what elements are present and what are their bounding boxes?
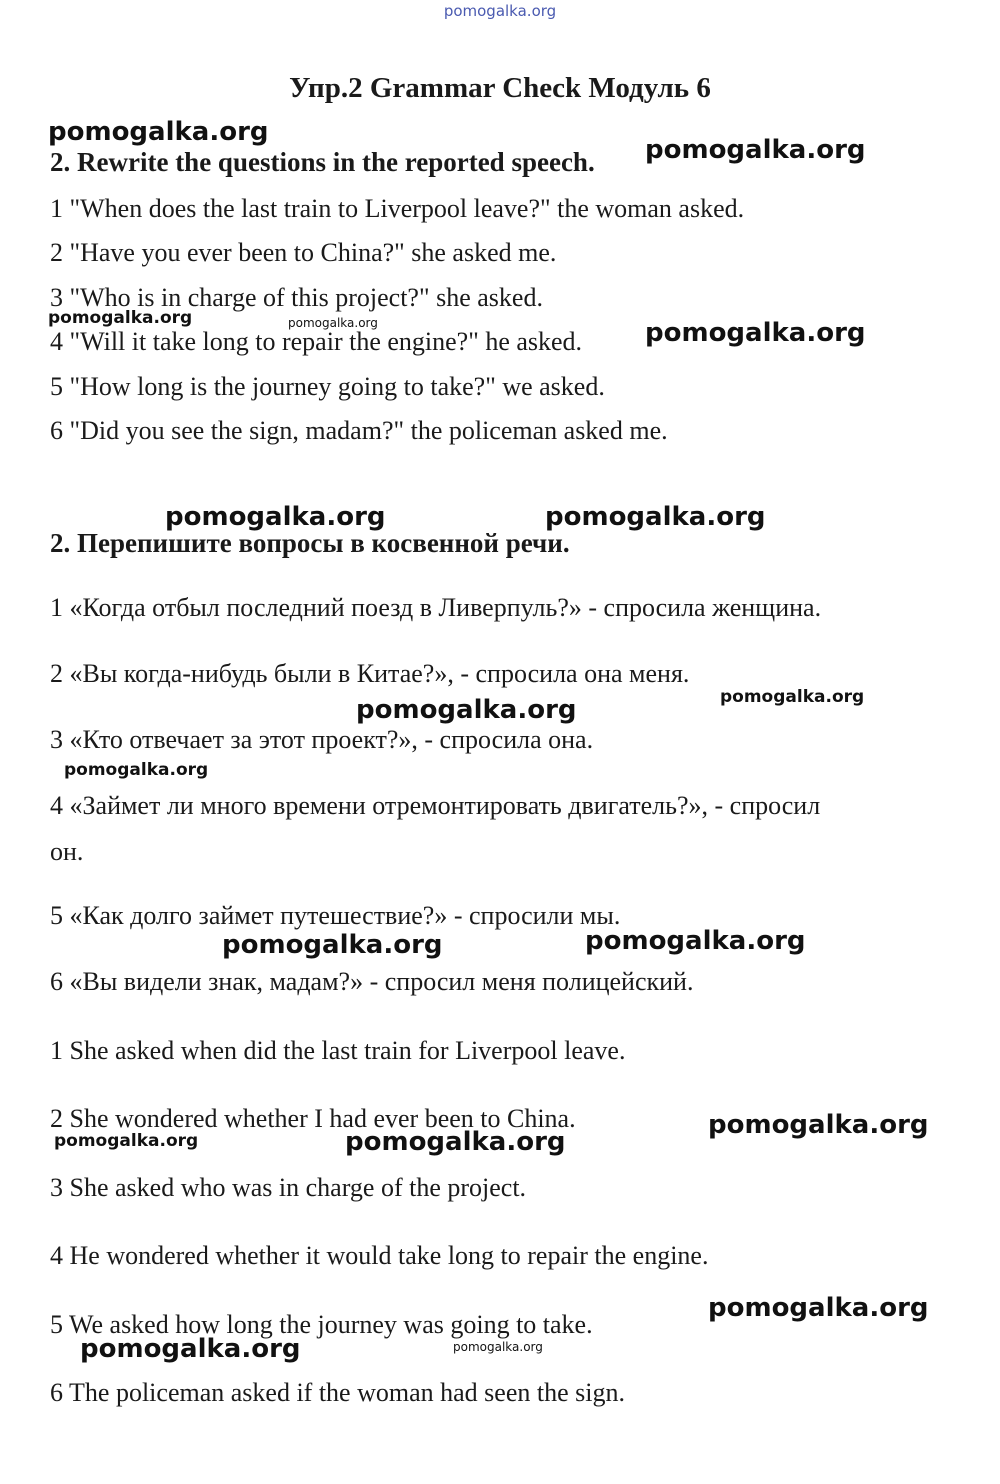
watermark: pomogalka.org — [720, 687, 865, 707]
english-heading: 2. Rewrite the questions in the reported speech. — [50, 147, 595, 177]
answer-item: 1 She asked when did the last train for Liverpool leave. — [50, 1036, 626, 1065]
watermark: pomogalka.org — [645, 318, 866, 348]
answer-item: 4 He wondered whether it would take long to repair the engine. — [50, 1241, 709, 1270]
russian-item: 4 «Займет ли много времени отремонтировать двигатель?», - спросил — [50, 791, 821, 820]
watermark: pomogalka.org — [345, 1127, 566, 1157]
watermark: pomogalka.org — [585, 926, 806, 956]
russian-item: 1 «Когда отбыл последний поезд в Ливерпуль?» - спросила женщина. — [50, 593, 822, 622]
top-watermark: pomogalka.org — [443, 2, 557, 20]
english-item: 5 "How long is the journey going to take?" we asked. — [50, 372, 605, 401]
russian-heading: 2. Перепишите вопросы в косвенной речи. — [50, 528, 570, 558]
watermark: pomogalka.org — [356, 695, 577, 725]
watermark: pomogalka.org — [453, 1340, 543, 1354]
watermark: pomogalka.org — [48, 117, 269, 147]
english-item: 6 "Did you see the sign, madam?" the policeman asked me. — [50, 416, 668, 445]
page-title: Упр.2 Grammar Check Модуль 6 — [289, 72, 711, 104]
russian-item-continuation: он. — [50, 837, 84, 866]
russian-item: 2 «Вы когда-нибудь были в Китае?», - спросила она меня. — [50, 659, 690, 688]
watermark: pomogalka.org — [288, 316, 378, 330]
watermark: pomogalka.org — [645, 135, 866, 165]
watermark: pomogalka.org — [708, 1110, 929, 1140]
watermark: pomogalka.org — [222, 930, 443, 960]
english-item: 1 "When does the last train to Liverpool leave?" the woman asked. — [50, 194, 745, 223]
watermark: pomogalka.org — [64, 760, 209, 780]
watermark: pomogalka.org — [165, 502, 386, 532]
answer-item: 5 We asked how long the journey was going to take. — [50, 1310, 593, 1339]
english-item: 4 "Will it take long to repair the engine?" he asked. — [50, 327, 583, 356]
watermark: pomogalka.org — [54, 1131, 199, 1151]
russian-item: 6 «Вы видели знак, мадам?» - спросил меня полицейский. — [50, 967, 694, 996]
watermark: pomogalka.org — [48, 308, 193, 328]
watermark: pomogalka.org — [80, 1334, 301, 1364]
answer-item: 2 She wondered whether I had ever been to China. — [50, 1104, 576, 1133]
russian-item: 3 «Кто отвечает за этот проект?», - спросила она. — [50, 725, 594, 754]
answer-item: 3 She asked who was in charge of the project. — [50, 1173, 527, 1202]
watermark: pomogalka.org — [545, 502, 766, 532]
watermark: pomogalka.org — [708, 1293, 929, 1323]
english-item: 2 "Have you ever been to China?" she asked me. — [50, 238, 557, 267]
russian-item: 5 «Как долго займет путешествие?» - спросили мы. — [50, 901, 621, 930]
english-item: 3 "Who is in charge of this project?" she asked. — [50, 283, 543, 312]
answer-item: 6 The policeman asked if the woman had seen the sign. — [50, 1378, 625, 1407]
